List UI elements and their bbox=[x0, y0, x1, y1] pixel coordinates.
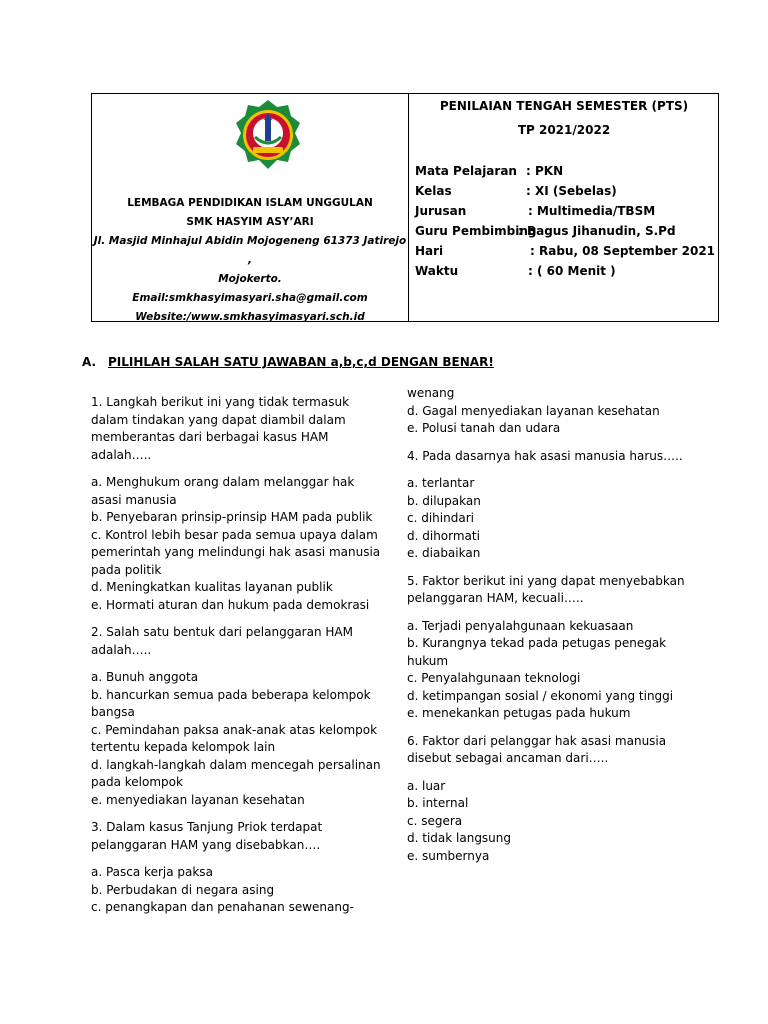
info-label: Jurusan bbox=[415, 204, 467, 218]
option: e. sumbernya bbox=[407, 848, 490, 863]
option: d. ketimpangan sosial / ekonomi yang tinggi bbox=[407, 688, 674, 703]
question-2: 2. Salah satu bentuk dari pelanggaran HAM adalah….. bbox=[91, 625, 353, 657]
question-6: 6. Faktor dari pelanggar hak asasi manusia disebut sebagai ancaman dari….. bbox=[407, 733, 667, 765]
option: b. internal bbox=[407, 796, 469, 810]
option: a. terlantar bbox=[407, 476, 475, 490]
option: e. Hormati aturan dan hukum pada demokrasi bbox=[91, 597, 370, 612]
section-letter: A. bbox=[82, 355, 97, 369]
section-title: PILIHLAH SALAH SATU JAWABAN a,b,c,d DENGAN BENAR! bbox=[108, 355, 494, 369]
option: e. Polusi tanah dan udara bbox=[407, 421, 561, 435]
option: c. Pemindahan paksa anak-anak atas kelompok tertentu kepada kelompok lain bbox=[91, 722, 378, 754]
school-address: Jl. Masjid Minhajul Abidin Mojogeneng 61373 Jatirejo , bbox=[93, 235, 407, 266]
question-3: 3. Dalam kasus Tanjung Priok terdapat pelanggaran HAM yang disebabkan…. bbox=[91, 820, 323, 852]
option: e. menekankan petugas pada hukum bbox=[407, 706, 631, 720]
option: a. Menghukum orang dalam melanggar hak asasi manusia bbox=[91, 475, 355, 507]
exam-title: PENILAIAN TENGAH SEMESTER (PTS) bbox=[439, 99, 689, 113]
option: a. Bunuh anggota bbox=[91, 670, 199, 684]
option: e. diabaikan bbox=[407, 546, 481, 560]
school-city: Mojokerto. bbox=[218, 273, 282, 285]
option: d. Meningkatkan kualitas layanan publik bbox=[91, 580, 333, 594]
info-label: Hari bbox=[415, 244, 444, 258]
exam-header-box bbox=[91, 93, 719, 322]
question-1: 1. Langkah berikut ini yang tidak termasuk dalam tindakan yang dapat diambil dalam memberantas dari berbagai kasus HAM adalah….. bbox=[91, 395, 350, 462]
option: c. Penyalahgunaan teknologi bbox=[407, 671, 581, 685]
option: d. tidak langsung bbox=[407, 831, 512, 845]
school-name: SMK HASYIM ASY’ARI bbox=[186, 216, 314, 228]
option: c. segera bbox=[407, 813, 463, 828]
school-logo-icon bbox=[235, 99, 301, 171]
questions-column-right bbox=[407, 385, 697, 865]
info-value: : Rabu, 08 September 2021 bbox=[530, 244, 716, 258]
questions-column-left bbox=[91, 360, 381, 917]
option: d. langkah-langkah dalam mencegah persalinan pada kelompok bbox=[91, 757, 381, 789]
option: b. dilupakan bbox=[407, 493, 481, 508]
info-label: Guru Pembimbing bbox=[415, 224, 537, 238]
info-value: : PKN bbox=[526, 164, 564, 178]
option: d. dihormati bbox=[407, 528, 480, 543]
exam-year: TP 2021/2022 bbox=[517, 123, 611, 137]
info-label: Mata Pelajaran bbox=[415, 164, 517, 178]
option: c. dihindari bbox=[407, 511, 474, 525]
option-continued: wenang bbox=[407, 386, 455, 400]
option: b. Perbudakan di negara asing bbox=[91, 882, 275, 897]
school-email: Email:smkhasyimasyari.sha@gmail.com bbox=[132, 292, 368, 304]
info-value: : Multimedia/TBSM bbox=[528, 204, 656, 218]
info-label: Waktu bbox=[415, 264, 459, 278]
option: c. penangkapan dan penahanan sewenang- bbox=[91, 900, 354, 914]
option: a. Terjadi penyalahgunaan kekuasaan bbox=[407, 618, 634, 633]
school-website: Website:/www.smkhasyimasyari.sch.id bbox=[135, 311, 365, 323]
option: b. hancurkan semua pada beberapa kelompok bangsa bbox=[91, 687, 371, 719]
info-value: : ( 60 Menit ) bbox=[528, 264, 616, 278]
institution-name: LEMBAGA PENDIDIKAN ISLAM UNGGULAN bbox=[127, 197, 373, 209]
question-5: 5. Faktor berikut ini yang dapat menyebabkan pelanggaran HAM, kecuali….. bbox=[407, 573, 685, 605]
exam-title-block bbox=[408, 96, 720, 140]
info-value: : XI (Sebelas) bbox=[526, 184, 617, 198]
option: b. Kurangnya tekad pada petugas penegak hukum bbox=[407, 636, 667, 668]
option: c. Kontrol lebih besar pada semua upaya dalam pemerintah yang melindungi hak asasi manusia pada politik bbox=[91, 527, 381, 577]
option: d. Gagal menyediakan layanan kesehatan bbox=[407, 403, 660, 418]
option: a. luar bbox=[407, 778, 446, 793]
school-info bbox=[92, 194, 408, 327]
option: b. Penyebaran prinsip-prinsip HAM pada publik bbox=[91, 510, 373, 524]
info-label: Kelas bbox=[415, 184, 452, 198]
option: a. Pasca kerja paksa bbox=[91, 865, 213, 879]
option: e. menyediakan layanan kesehatan bbox=[91, 792, 305, 807]
question-4: 4. Pada dasarnya hak asasi manusia harus….. bbox=[407, 448, 683, 463]
info-value: : Bagus Jihanudin, S.Pd bbox=[518, 224, 676, 238]
